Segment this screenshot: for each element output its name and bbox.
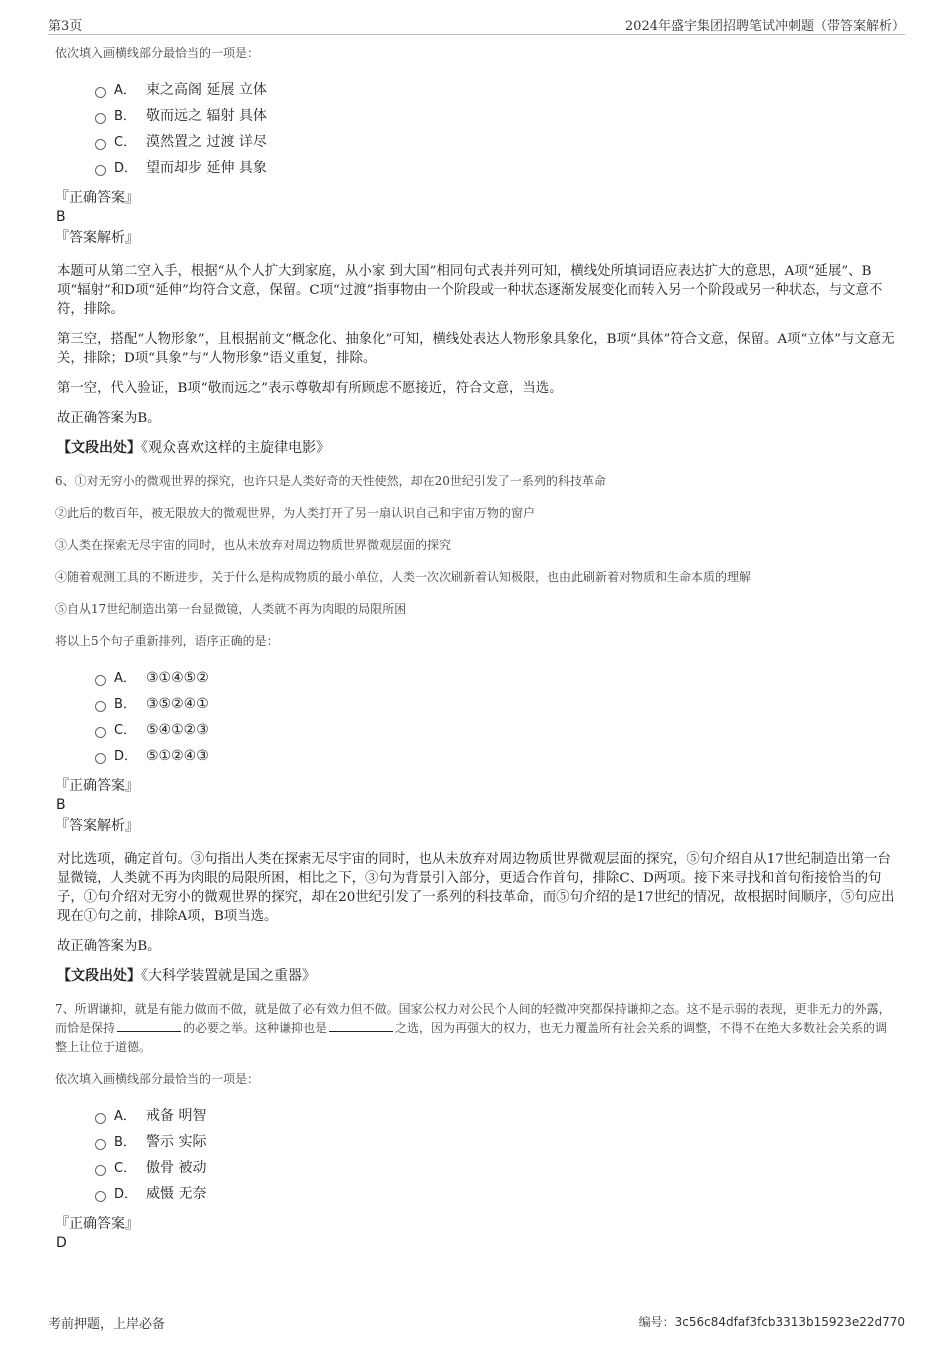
q7-options (95, 1103, 897, 1207)
q5-answer: B (56, 209, 66, 225)
q7-stem: 7、所谓谦抑，就是有能力做而不做，就是做了必有效力但不做。国家公权力对公民个人间的轻微冲突都保持谦抑之态。这不是示弱的表现，更非无力的外露，而恰是保持 的必要之举。这种谦抑也是 之选，因为再强大的权力，也无力覆盖所有社会关系的调整，不得不在绝大多数社会关系的调整上让位于道德。 (55, 1002, 891, 1054)
q6-source: 【文段出处】《大科学装置就是国之重器》 (57, 968, 316, 984)
q6-explanation-label: 『答案解析』 (55, 818, 139, 834)
radio-icon[interactable] (95, 113, 106, 124)
q5-explanation-label: 『答案解析』 (55, 230, 139, 246)
radio-icon[interactable] (95, 1191, 106, 1202)
q5-instruction: 依次填入画横线部分最恰当的一项是： (55, 46, 260, 60)
q6-sentence-1: 6、①对无穷小的微观世界的探究，也许只是人类好奇的天性使然，却在20世纪引发了一系列的科技革命 (55, 474, 606, 488)
page-content (55, 44, 897, 1255)
q7-option-a[interactable]: A． 戒备 明智 (95, 1103, 897, 1129)
q6-option-d[interactable]: D． ⑤①②④③ (95, 743, 897, 769)
radio-icon[interactable] (95, 87, 106, 98)
q7-instruction: 依次填入画横线部分最恰当的一项是： (55, 1072, 260, 1086)
q5-answer-label: 『正确答案』 (55, 190, 139, 206)
radio-icon[interactable] (95, 165, 106, 176)
q6-sentence-3: ③人类在探索无尽宇宙的同时，也从未放弃对周边物质世界微观层面的探究 (55, 538, 452, 552)
q6-instruction: 将以上5个句子重新排列，语序正确的是： (55, 634, 279, 648)
q7-option-b[interactable]: B． 警示 实际 (95, 1129, 897, 1155)
blank-1 (117, 1019, 181, 1032)
radio-icon[interactable] (95, 1165, 106, 1176)
q6-answer-label: 『正确答案』 (55, 778, 139, 794)
radio-icon[interactable] (95, 1139, 106, 1150)
page-header (48, 12, 905, 35)
q6-answer: B (56, 797, 66, 813)
radio-icon[interactable] (95, 675, 106, 686)
q7-answer-label: 『正确答案』 (55, 1216, 139, 1232)
document-code: 编号：3c56c84dfaf3fcb3313b15923e22d770 (638, 1315, 905, 1329)
q6-sentence-2: ②此后的数百年，被无限放大的微观世界，为人类打开了另一扇认识自己和宇宙万物的窗户 (55, 506, 536, 520)
radio-icon[interactable] (95, 139, 106, 150)
q6-explanation-2: 故正确答案为B。 (57, 939, 161, 954)
blank-2 (329, 1019, 393, 1032)
q5-option-d[interactable]: D． 望而却步 延伸 具象 (95, 155, 897, 181)
q5-option-a[interactable]: A． 束之高阁 延展 立体 (95, 77, 897, 103)
q6-sentence-5: ⑤自从17世纪制造出第一台显微镜，人类就不再为肉眼的局限所困 (55, 602, 407, 616)
q5-explanation-4: 故正确答案为B。 (57, 411, 161, 426)
document-title: 2024年盛宇集团招聘笔试冲刺题（带答案解析） (624, 19, 905, 34)
radio-icon[interactable] (95, 727, 106, 738)
radio-icon[interactable] (95, 701, 106, 712)
q5-option-b[interactable]: B． 敬而远之 辐射 具体 (95, 103, 897, 129)
q7-option-c[interactable]: C． 傲骨 被动 (95, 1155, 897, 1181)
q5-explanation-3: 第一空，代入验证，B项“敬而远之”表示尊敬却有所顾虑不愿接近，符合文意，当选。 (57, 381, 563, 396)
q6-options (95, 665, 897, 769)
q6-sentence-4: ④随着观测工具的不断进步，关于什么是构成物质的最小单位，人类一次次刷新着认知极限，也由此刷新着对物质和生命本质的理解 (55, 570, 752, 584)
q5-options (95, 77, 897, 181)
q6-explanation-1: 对比选项，确定首句。③句指出人类在探索无尽宇宙的同时，也从未放弃对周边物质世界微观层面的探究，⑤句介绍自从17世纪制造出第一台显微镜，人类就不再为肉眼的局限所困，相比之下，③句为背景引入部分，更适合作首句，排除C、D两项。接下来寻找和首句衔接恰当的句子，①句介绍对无穷小的微观世界的探究，却在20世纪引发了一系列的科技革命，而⑤句介绍的是17世纪的情况，故根据时间顺序，⑤句应出现在①句之前，排除A项，B项当选。 (57, 852, 895, 924)
q5-explanation-2: 第三空，搭配“人物形象”，且根据前文“概念化、抽象化”可知，横线处表达人物形象具象化，B项“具体”符合文意，保留。A项“立体”与文意无关，排除；D项“具象”与“人物形象”语义重复，排除。 (57, 332, 895, 366)
q5-explanation-1: 本题可从第二空入手，根据“从个人扩大到家庭，从小家 到大国”相同句式表并列可知，横线处所填词语应表达扩大的意思，A项“延展”、B项“辐射”和D项“延伸”均符合文意，保留。C项“过渡”指事物由一个阶段或一种状态逐渐发展变化而转入另一个阶段或另一种状态，与文意不符，排除。 (57, 264, 883, 317)
q7-answer: D (56, 1235, 67, 1251)
q6-option-b[interactable]: B． ③⑤②④① (95, 691, 897, 717)
radio-icon[interactable] (95, 753, 106, 764)
q7-option-d[interactable]: D． 威慑 无奈 (95, 1181, 897, 1207)
page-number: 第3页 (48, 19, 83, 34)
footer-slogan: 考前押题，上岸必备 (48, 1317, 166, 1332)
q5-source: 【文段出处】《观众喜欢这样的主旋律电影》 (57, 440, 330, 456)
q5-option-c[interactable]: C． 漠然置之 过渡 详尽 (95, 129, 897, 155)
q6-option-c[interactable]: C． ⑤④①②③ (95, 717, 897, 743)
radio-icon[interactable] (95, 1113, 106, 1124)
q6-option-a[interactable]: A． ③①④⑤② (95, 665, 897, 691)
